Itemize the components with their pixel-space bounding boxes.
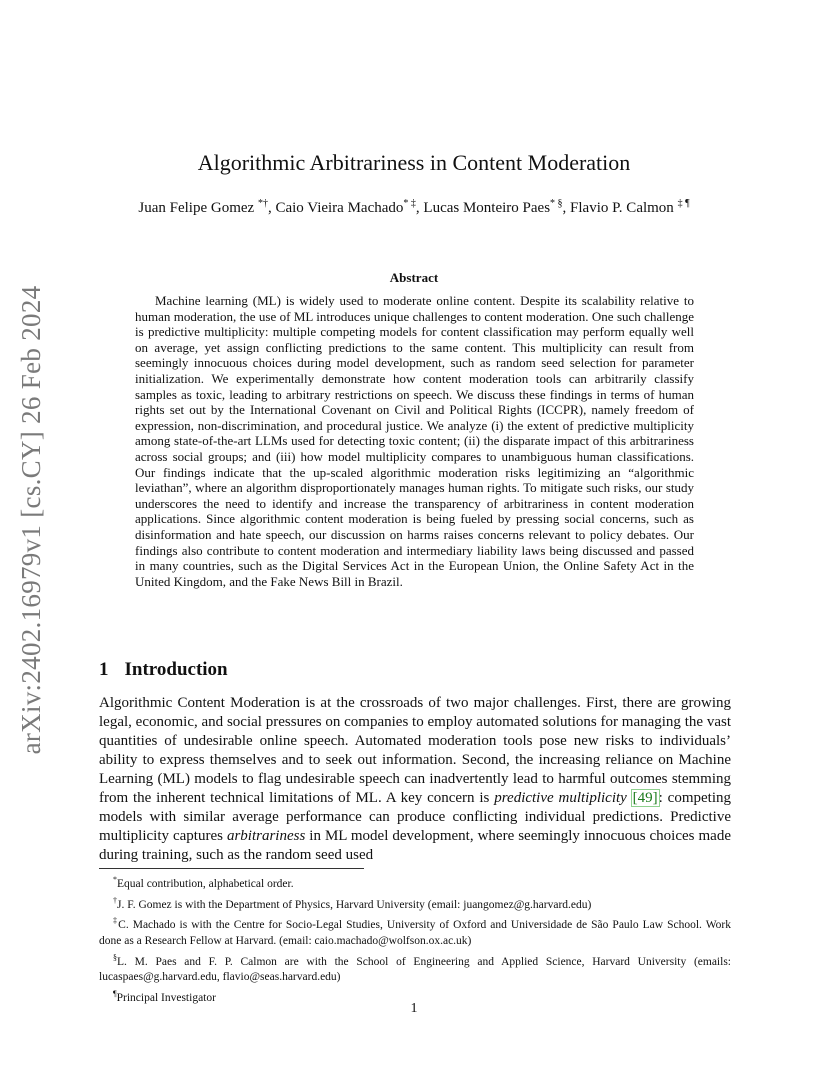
footnote	[99, 872, 731, 893]
author-separator: ,	[562, 200, 571, 216]
citation-link[interactable]: [49]	[632, 790, 658, 806]
footnote-text: Equal contribution, alphabetical order.	[117, 877, 294, 890]
footnote-text: J. F. Gomez is with the Department of Physics, Harvard University (email: juangomez@g.harvard.edu)	[117, 898, 592, 911]
intro-text: Algorithmic Content Moderation is at the crossroads of two major challenges. First, there are growing legal, economic, and social pressures on companies to employ automated solutions for managing the vast quantities of undesirable online speech. Automated moderation tools pose new risks to individuals’ ability to express themselves and to seek out information. Second, the increasing reliance on Machine Learning (ML) models to flag undesirable speech can inadvertently lead to harmful outcomes stemming from the inherent technical limitations of ML. A key concern is	[99, 695, 731, 806]
section-number: 1	[99, 659, 109, 680]
section-title: Introduction	[124, 659, 228, 680]
introduction-paragraph	[99, 694, 731, 865]
footnote-text: L. M. Paes and F. P. Calmon are with the School of Engineering and Applied Science, Harvard University (emails: lucaspaes@g.harvard.edu, flavio@seas.harvard.edu)	[99, 955, 731, 984]
footnote-divider	[99, 868, 364, 869]
author-separator: ,	[267, 200, 276, 216]
footnote-text: Principal Investigator	[116, 991, 216, 1004]
author-affiliation-mark: *†	[257, 198, 268, 209]
footnotes	[99, 872, 731, 1007]
footnote-mark: ‡	[113, 916, 119, 926]
intro-emphasis: predictive multiplicity	[494, 790, 627, 806]
author: Caio Vieira Machado	[275, 200, 404, 216]
footnote	[99, 950, 731, 986]
paper-title: Algorithmic Arbitrariness in Content Moderation	[197, 150, 631, 175]
intro-emphasis: arbitrariness	[226, 828, 306, 844]
footnote	[99, 913, 731, 949]
author-affiliation-mark: * ‡	[403, 198, 416, 209]
author: Flavio P. Calmon	[570, 200, 678, 216]
footnote-mark: §	[113, 952, 117, 962]
author-affiliation-mark: ‡ ¶	[677, 198, 690, 209]
footnote-mark: *	[113, 875, 117, 884]
footnote-text: C. Machado is with the Centre for Socio-Legal Studies, University of Oxford and Universidade de São Paulo Law School. Work done as a Research Fellow at Harvard. (email: caio.machado@wolfson.ox.ac.uk)	[99, 919, 732, 947]
footnote-mark: †	[113, 895, 117, 905]
abstract-text: Machine learning (ML) is widely used to moderate online content. Despite its scalability relative to human moderation, the use of ML introduces unique challenges to content moderation. One such challenge is predictive multiplicity: multiple competing models for content classification may perform equally well on average, yet assign conflicting predictions to the same content. This multiplicity can result from seemingly innocuous choices during model development, such as random seed selection for parameter initialization. We experimentally demonstrate how content moderation tools can arbitrarily classify samples as toxic, leading to arbitrary restrictions on speech. We discuss these findings in terms of human rights set out by the International Covenant on Civil and Political Rights (ICCPR), namely freedom of expression, non-discrimination, and procedural justice. We analyze (i) the extent of predictive multiplicity among state-of-the-art LLMs used for detecting toxic content; (ii) the disparate impact of this arbitrariness across social groups; and (iii) how model multiplicity compares to unambiguous human classifications. Our findings indicate that the up-scaled algorithmic moderation risks legitimizing an “algorithmic leviathan”, where an algorithm disproportionately manages human rights. To mitigate such risks, our study underscores the need to identify and increase the transparency of arbitrariness in content moderation applications. Since algorithmic content moderation is being fueled by pressing social concerns, such as disinformation and hate speech, our discussion on harms raises concerns relevant to policy debates. Our findings also contribute to content moderation and intermediary liability laws being discussed and passed in many countries, such as the Digital Services Act in the European Union, the Online Safety Act in the United Kingdom, and the Fake News Bill in Brazil.	[135, 293, 694, 589]
arxiv-identifier: arXiv:2402.16979v1 [cs.CY] 26 Feb 2024	[16, 285, 46, 755]
footnote	[99, 893, 731, 914]
intro-text: in ML model development, where seemingly innocuous choices made during training, such as the random seed used	[99, 828, 731, 863]
author: Juan Felipe Gomez	[138, 200, 258, 216]
abstract-heading: Abstract	[389, 270, 439, 285]
author-list	[0, 198, 828, 217]
page-number: 1	[410, 1001, 418, 1016]
intro-text: : competing models with similar average performance can produce conflicting individual predictions. Predictive multiplicity captures	[99, 790, 731, 844]
author-separator: ,	[415, 200, 424, 216]
section-heading	[99, 659, 228, 681]
author: Lucas Monteiro Paes	[423, 200, 551, 216]
footnote-mark: ¶	[113, 989, 117, 999]
author-affiliation-mark: * §	[550, 198, 563, 209]
